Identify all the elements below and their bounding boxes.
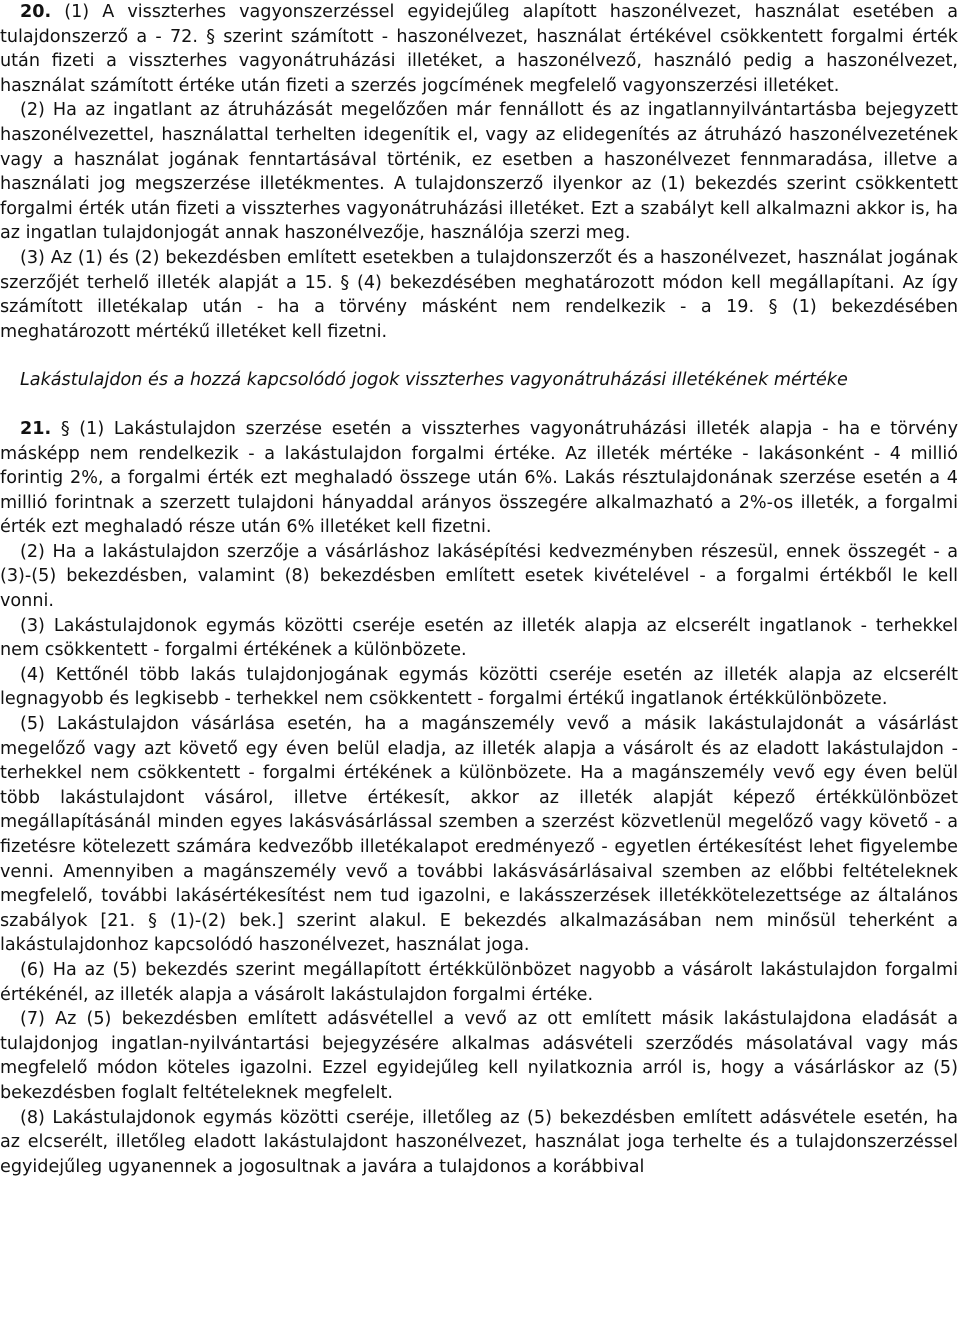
section-21-paragraph-1 <box>0 417 958 540</box>
section-20-paragraph-2: (2) Ha az ingatlant az átruházását megelőzően már fennállott és az ingatlannyilvántartásba bejegyzett haszonélvezettel, használattal terhelten idegenítik el, vagy az elidegenítés az átruházó haszonélvezetének vagy a használat jogának fenntartásával történik, ez esetben a haszonélvezet fennmaradása, illetve a használati jog megszerzése illetékmentes. A tulajdonszerző ilyenkor az (1) bekezdés szerint csökkentett forgalmi érték után fizeti a visszterhes vagyonátruházási illetéket. Ezt a szabályt kell alkalmazni akkor is, ha az ingatlan tulajdonjogát annak haszonélvezője, használója szerzi meg. <box>0 100 958 244</box>
section-21-paragraph-6: (6) Ha az (5) bekezdés szerint megállapított értékkülönbözet nagyobb a vásárolt lakástulajdon forgalmi értékénél, az illeték alapja a vásárolt lakástulajdon forgalmi értéke. <box>0 959 958 1005</box>
section-21-paragraph-2: (2) Ha a lakástulajdon szerzője a vásárláshoz lakásépítési kedvezményben részesül, ennek összegét - a (3)-(5) bekezdésben, valamint (8) bekezdésben említett esetek kivételével - a forgalmi értékből le kell vonni. <box>0 541 958 612</box>
paragraph-text: (1) A visszterhes vagyonszerzéssel egyidejűleg alapított haszonélvezet, használat esetében a tulajdonszerző a - 72. § szerint számított - haszonélvezet, használat értékével csökkentett forgalmi érték után fizeti a visszterhes vagyonátruházási illetéket, a haszonélvező, használó pedig a haszonélvezet, használat számított értéke után fizeti a szerzés jogcímének megfelelő vagyonszerzési illetéket. <box>0 2 958 96</box>
section-21-paragraph-8: (8) Lakástulajdonok egymás közötti cseréje, illetőleg az (5) bekezdésben említett adásvétele esetén, ha az elcserélt, illetőleg eladott lakástulajdont haszonélvezet, használat joga terhelte és a tulajdonszerzéssel egyidejűleg ugyanennek a jogosultnak a javára a tulajdonos a korábbival <box>0 1107 958 1177</box>
section-20-paragraph-3: (3) Az (1) és (2) bekezdésben említett esetekben a tulajdonszerzőt és a haszonélvezet, használat jogának szerzőjét terhelő illeték alapját a 15. § (4) bekezdésében meghatározott módon kell megállapítani. Az így számított illetékalap után - ha a törvény másként nem rendelkezik - a 19. § (1) bekezdésében meghatározott mértékű illetéket kell fizetni. <box>0 247 958 342</box>
section-21-paragraph-4: (4) Kettőnél több lakás tulajdonjogának egymás közötti cseréje esetén az illeték alapja az elcserélt legnagyobb és legkisebb - terhekkel nem csökkentett - forgalmi értékű ingatlanok értékkülönbözete. <box>0 664 958 710</box>
section-21-paragraph-7: (7) Az (5) bekezdésben említett adásvétellel a vevő az ott említett másik lakástulajdona eladását a tulajdonjog ingatlan-nyilvántartási bejegyzésére alkalmas adásvételi szerződés másolatával vagy más megfelelő módon köteles igazolni. Ezzel egyidejűleg kell nyilatkoznia arról is, hogy a vásárláskor az (5) bekezdésben foglalt feltételeknek megfelelt. <box>0 1009 958 1103</box>
section-20-paragraph-1 <box>0 0 958 98</box>
section-number: 20. <box>20 2 52 22</box>
section-21-paragraph-5: (5) Lakástulajdon vásárlása esetén, ha a magánszemély vevő a másik lakástulajdonát a vásárlást megelőző vagy azt követő egy éven belül eladja, az illeték alapja a vásárolt és az eladott lakástulajdon - terhekkel nem csökkentett - forgalmi értékének a különbözete. Ha a magánszemély vevő egy éven belül több lakástulajdont vásárol, illetve értékesít, akkor az illeték alapját képező értékkülönbözet megállapításánál minden egyes lakásvásárlással szemben a szerzést közvetlenül megelőző vagy követő - a fizetésre kötelezett számára kedvezőbb illetékalapot eredményező - egyetlen értékesítést lehet figyelembe venni. Amennyiben a magánszemély vevő a további lakásvásárlásaival szemben az előbbi feltételeknek megfelelő, további lakásértékesítést nem tud igazolni, e lakásszerzések illetékkötelezettsége az általános szabályok [21. § (1)-(2) bek.] szerint alakul. E bekezdés alkalmazásában nem minősül teherként a lakástulajdonhoz kapcsolódó haszonélvezet, használat joga. <box>0 714 958 956</box>
section-21-paragraph-3: (3) Lakástulajdonok egymás közötti cseréje esetén az illeték alapja az elcserélt ingatlanok - terhekkel nem csökkentett - forgalmi értékének a különbözete. <box>0 615 958 661</box>
paragraph-text: § (1) Lakástulajdon szerzése esetén a visszterhes vagyonátruházási illeték alapja - ha e törvény másképp nem rendelkezik - a lakástulajdon forgalmi értéke. Az illeték mértéke - lakásonként - 4 millió forintig 2%, a forgalmi érték ezt meghaladó összege után 6%. Lakás résztulajdonának szerzése esetén a 4 millió forintnak a szerzett tulajdoni hányaddal arányos összegére alkalmazható a 2%-os illeték, a forgalmi érték ezt meghaladó része után 6% illetéket kell fizetni. <box>0 418 958 538</box>
section-heading: Lakástulajdon és a hozzá kapcsolódó jogok visszterhes vagyonátruházási illetékének mértéke <box>20 370 848 391</box>
section-number: 21. <box>20 418 52 439</box>
